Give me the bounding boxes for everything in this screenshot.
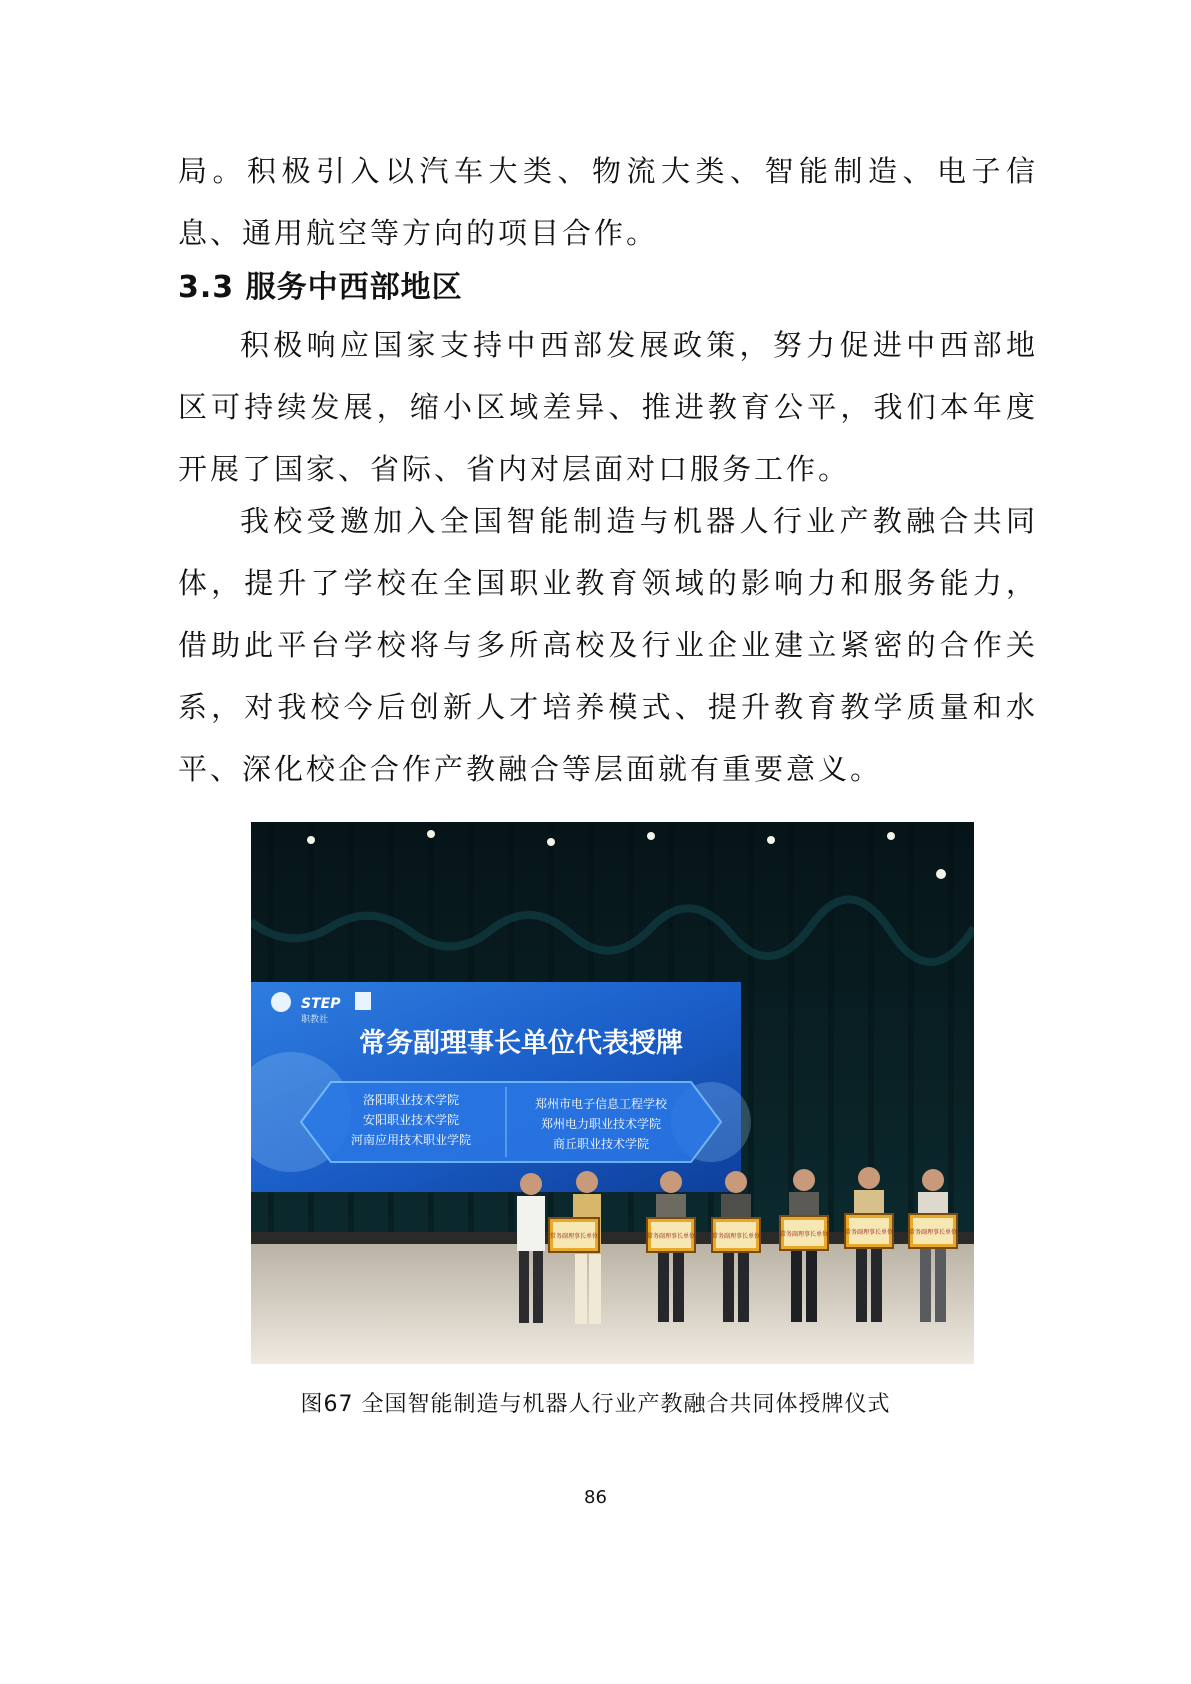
- svg-text:商丘职业技术学院: 商丘职业技术学院: [552, 1137, 650, 1151]
- svg-text:常务副理事长单位: 常务副理事长单位: [844, 1229, 894, 1236]
- right-school-list: [535, 1096, 668, 1151]
- paragraph-central-west: 积极响应国家支持中西部发展政策，努力促进中西部地区可持续发展，缩小区域差异、推进教育公平，我们本年度开展了国家、省际、省内对层面对口服务工作。: [178, 328, 1038, 486]
- svg-text:常务副理事长单位: 常务副理事长单位: [779, 1231, 829, 1238]
- award-ceremony-photo: [251, 822, 974, 1364]
- svg-text:常务副理事长单位: 常务副理事长单位: [908, 1229, 958, 1236]
- svg-text:洛阳职业技术学院: 洛阳职业技术学院: [362, 1093, 460, 1107]
- svg-text:河南应用技术职业学院: 河南应用技术职业学院: [350, 1133, 472, 1147]
- svg-text:常务副理事长单位: 常务副理事长单位: [711, 1233, 761, 1240]
- svg-text:STEP: STEP: [301, 996, 341, 1012]
- svg-text:常务副理事长单位: 常务副理事长单位: [646, 1233, 696, 1240]
- paragraph-continued: 局。积极引入以汽车大类、物流大类、智能制造、电子信息、通用航空等方向的项目合作。: [178, 154, 1038, 250]
- svg-text:郑州市电子信息工程学校: 郑州市电子信息工程学校: [534, 1097, 668, 1111]
- screen-title: 常务副理事长单位代表授牌: [359, 1028, 683, 1059]
- figure-caption: 图67 全国智能制造与机器人行业产教融合共同体授牌仪式: [300, 1392, 891, 1417]
- page-number: 86: [584, 1487, 607, 1508]
- svg-text:常务副理事长单位: 常务副理事长单位: [549, 1233, 599, 1240]
- svg-text:职教社: 职教社: [301, 1015, 329, 1025]
- section-heading: 3.3 服务中西部地区: [178, 270, 463, 305]
- svg-text:安阳职业技术学院: 安阳职业技术学院: [362, 1113, 460, 1127]
- left-school-list: [351, 1092, 471, 1147]
- paragraph-community: 我校受邀加入全国智能制造与机器人行业产教融合共同体，提升了学校在全国职业教育领域的影响力和服务能力，借助此平台学校将与多所高校及行业企业建立紧密的合作关系，对我校今后创新人才培养模式、提升教育教学质量和水平、深化校企合作产教融合等层面就有重要意义。: [178, 504, 1038, 786]
- svg-text:郑州电力职业技术学院: 郑州电力职业技术学院: [540, 1117, 662, 1131]
